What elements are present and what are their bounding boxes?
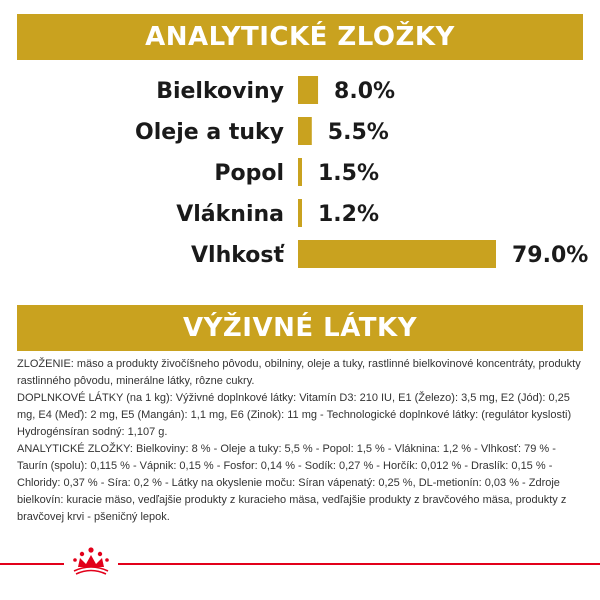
category-label: Vlhkosť — [191, 243, 284, 268]
bar — [298, 117, 312, 145]
category-label: Bielkoviny — [156, 79, 284, 104]
value-label: 79.0% — [512, 243, 589, 268]
analytic-components-paragraph: ANALYTICKÉ ZLOŽKY: Bielkoviny: 8 % - Oleje a tuky: 5,5 % - Popol: 1,5 % - Vláknina: 1,2 % - Vlhkosť: 79 % - Taurín (spolu): 0,115 % - Vápnik: 0,15 % - Fosfor: 0,14 % - Sodík: 0,27 % - Horčík: 0,012 % - Draslík: 0,15 % - Chloridy: 0,37 % - Síra: 0,2 % - Látky na okyslenie moču: Síran vápenatý: 0,25 %, DL-metionín: 0,03 % - Zdroje bielkovín: kuracie mäso, vedľajšie produkty z kuracieho mäsa, vedľajšie produkty z bravčového mäsa, produkty z bravčovej krvi - pšeničný lepok. — [17, 443, 567, 523]
value-label: 1.5% — [318, 161, 380, 186]
additives-paragraph: DOPLNKOVÉ LÁTKY (na 1 kg): Výživné doplnkové látky: Vitamín D3: 210 IU, E1 (Železo): 3,5 mg, E2 (Jód): 0,25 mg, E4 (Meď): 2 mg, E5 (Mangán): 1,1 mg, E6 (Zinok): 11 mg - Technologické doplnkové látky: (regulátor kyslosti) Hydrogénsíran sodný: 1,107 g. — [17, 392, 572, 438]
analytic-components-banner — [17, 14, 583, 60]
bar — [298, 158, 302, 186]
composition-paragraph: ZLOŽENIE: mäso a produkty živočíšneho pôvodu, obilniny, oleje a tuky, rastlinné bielkovinové koncentráty, produkty rastlinného pôvodu, minerálne látky, rôzne cukry. — [17, 358, 581, 387]
bar — [298, 76, 318, 104]
analytic-components-chart — [0, 68, 600, 288]
composition-text-block — [17, 356, 583, 526]
category-label: Vláknina — [176, 202, 284, 227]
value-label: 8.0% — [334, 79, 396, 104]
bar — [298, 240, 496, 268]
nutrients-title: VÝŽIVNÉ LÁTKY — [182, 313, 418, 343]
analytic-components-title: ANALYTICKÉ ZLOŽKY — [145, 22, 455, 52]
bar — [298, 199, 302, 227]
value-label: 1.2% — [318, 202, 380, 227]
royal-canin-crown-logo-icon — [66, 545, 116, 581]
value-label: 5.5% — [327, 120, 389, 145]
category-label: Oleje a tuky — [135, 120, 284, 145]
category-label: Popol — [214, 161, 284, 186]
footer — [0, 545, 600, 585]
nutrients-banner — [17, 305, 583, 351]
footer-red-line-left — [0, 563, 64, 565]
footer-red-line-right — [118, 563, 600, 565]
